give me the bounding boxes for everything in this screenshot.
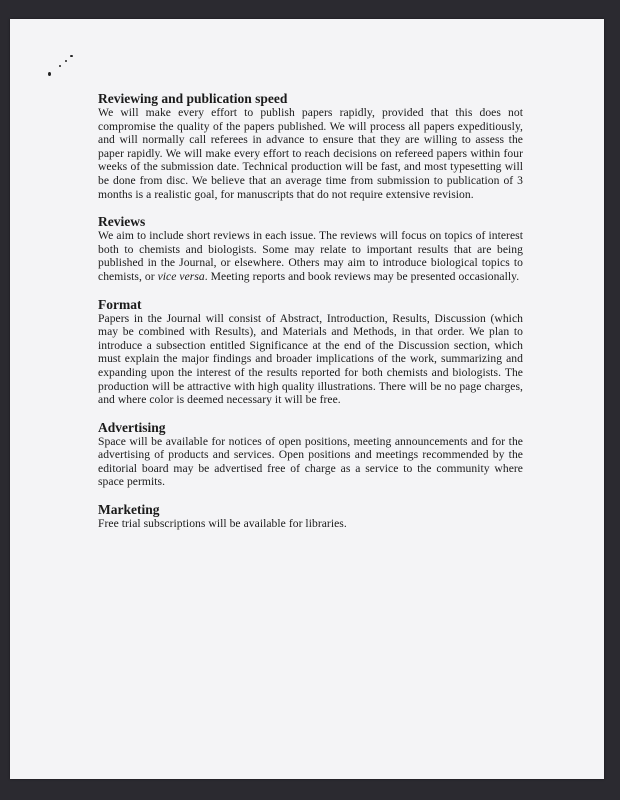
section-marketing — [98, 502, 523, 531]
ink-speck — [70, 55, 73, 57]
body-text: We aim to include short reviews in each issue. The reviews will focus on topics of interest both to chemists and biologists. Some may relate to important results that are being published in the Journal, or elsewhere. Others may aim to introduce biological topics to chemists, or — [98, 229, 523, 283]
ink-speck — [65, 60, 67, 62]
section-heading: Advertising — [98, 419, 166, 435]
ink-speck — [48, 72, 51, 76]
section-heading: Reviewing and publication speed — [98, 91, 288, 106]
section-advertising — [98, 420, 523, 489]
document-page — [10, 19, 604, 779]
document-content — [98, 91, 523, 544]
section-body: Space will be available for notices of open positions, meeting announcements and for the advertising of products and services. Open positions and meetings recommended by the editorial board may be advertised free of charge as a service to the community where space permits. — [98, 434, 523, 489]
section-reviews — [98, 214, 523, 283]
section-reviewing-speed — [98, 91, 523, 201]
section-heading: Format — [98, 296, 142, 312]
italic-phrase: vice versa — [157, 269, 205, 283]
section-body: Free trial subscriptions will be available for libraries. — [98, 517, 347, 531]
section-format — [98, 297, 523, 407]
section-body — [98, 229, 523, 283]
section-heading: Reviews — [98, 214, 146, 230]
body-text: . Meeting reports and book reviews may be presented occasionally. — [204, 269, 520, 283]
section-body: We will make every effort to publish papers rapidly, provided that this does not compromise the quality of the papers published. We will process all papers expeditiously, and will normally call referees in advance to ensure that they are willing to assess the paper rapidly. We will make every effort to reach decisions on refereed papers within four weeks of the submission date. Technical production will be fast, and most typesetting will be done from disc. We believe that an average time from submission to publication of 3 months is a realistic goal, for manuscripts that do not require extensive revision. — [98, 106, 523, 201]
section-body: Papers in the Journal will consist of Abstract, Introduction, Results, Discussion (which may be combined with Results), and Materials and Methods, in that order. We plan to introduce a subsection entitled Significance at the end of the Discussion section, which must explain the major findings and broader implications of the work, summarizing and expanding upon the interest of the results reported for both chemists and biologists. The production will be attractive with high quality illustrations. There will be no page charges, and where color is deemed necessary it will be free. — [98, 311, 523, 407]
ink-specks — [48, 51, 78, 77]
section-heading: Marketing — [98, 502, 160, 518]
ink-speck — [59, 65, 61, 67]
